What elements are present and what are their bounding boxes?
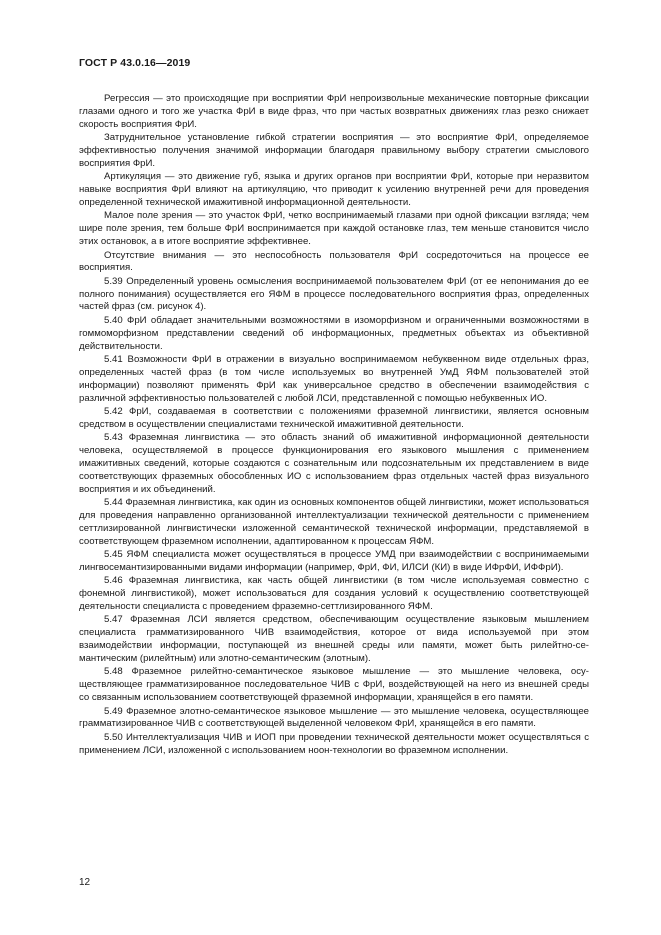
- paragraph: Отсутствие внимания — это неспособность пользователя ФрИ сосредоточиться на процессе ее восприятия.: [79, 249, 589, 274]
- paragraph: Регрессия — это происходящие при восприятии ФрИ непроизвольные механические повторные фиксации глазами одного и того же участка ФрИ в виде фраз, что при частых возвратных движениях глаз резко снижает скорость восприятия ФрИ.: [79, 93, 589, 130]
- paragraph: 5.44 Фраземная лингвистика, как один из основных компонентов общей лингвистики, может использоваться для проведения направленно организованной интеллектуализации технической деятельности с применением сеттлизированной лингвистически изложенной семантической технической информации, представляемой в соответствующем фраземном исполнении, адаптированном к процессам ЯФМ.: [79, 497, 589, 547]
- paragraph: 5.43 Фраземная лингвистика — это область знаний об имажитивной информационной деятельности человека, осуществляемой в процессе функционирования его языкового мышления с применением имажитивных сведений, которые создаются с сознательным или подсознательным их представлением в виде соответствующих фраземных обособленных ИО с использованием фраз отдельных частей фраз визуального восприятия и их объединений.: [79, 432, 589, 495]
- document-body: [79, 93, 589, 758]
- paragraph: Артикуляция — это движение губ, языка и других органов при восприятии ФрИ, которые при неразвитом навыке восприятия ФрИ влияют на артикуляцию, что приводит к усилению внутренней речи для проведения определенной технической имажитивной информационной деятельности.: [79, 171, 589, 208]
- paragraph: 5.47 Фраземная ЛСИ является средством, обеспечивающим осуществление языковым мышлением специалиста грамматизированного ЧИВ взаимодействия, которое от вида используемой при этом взаимодействии информации, поступающей из внешней среды или памяти, может быть рилейтно-семантическим (рилейтным) или элотно-семантическим (элотным).: [79, 614, 589, 664]
- paragraph: 5.40 ФрИ обладает значительными возможностями в изоморфизном и ограниченными возможностями в гоммоморфизном представлении сведений об информационных, предметных объектах из объективной действительности.: [79, 314, 589, 352]
- paragraph: Затруднительное установление гибкой стратегии восприятия — это восприятие ФрИ, определяемое эффективностью получения значимой информации благодаря правильному выбору стратегии смыслового восприятия ФрИ.: [79, 132, 589, 169]
- paragraph: 5.42 ФрИ, создаваемая в соответствии с положениями фраземной лингвистики, является основным средством в осуществлении специалистами технической имажитивной деятельности.: [79, 406, 589, 430]
- paragraph: 5.45 ЯФМ специалиста может осуществляться в процессе УМД при взаимодействии с воспринимаемыми лингвосемантизированными видами информации (например, ФрИ, ФИ, ИЛСИ (КИ) в виде ИФрФИ, ИФФрИ).: [79, 549, 589, 573]
- paragraph: Малое поле зрения — это участок ФрИ, четко воспринимаемый глазами при одной фиксации взгляда; чем шире поле зрения, тем больше ФрИ воспринимается при каждой остановке глаз, тем меньше становится число этих остановок, а в итоге восприятие эффективнее.: [79, 210, 589, 248]
- paragraph: 5.48 Фраземное рилейтно-семантическое языковое мышление — это мышление человека, осуществляющее грамматизированное последовательное ЧИВ с ФрИ, воздействующей на него из внешней среды со связанным использованием соответствующей фраземной информации, хранящейся в его памяти.: [79, 666, 589, 704]
- paragraph: 5.49 Фраземное элотно-семантическое языковое мышление — это мышление человека, осуществляющее грамматизированное ЧИВ с соответствующей выделенной человеком ФрИ, хранящейся в его памяти.: [79, 705, 589, 730]
- paragraph: 5.39 Определенный уровень осмысления воспринимаемой пользователем ФрИ (от ее непонимания до ее полного понимания) осуществляется его ЯФМ в процессе последовательного восприятия фраз, определенных частей фраз (см. рисунок 4).: [79, 275, 589, 313]
- paragraph: 5.50 Интеллектуализация ЧИВ и ИОП при проведении технической деятельности может осуществляться с применением ЛСИ, изложенной с использованием ноон-технологии во фраземном исполнении.: [79, 731, 589, 756]
- page-number: 12: [79, 877, 91, 888]
- paragraph: 5.41 Возможности ФрИ в отражении в визуально воспринимаемом небуквенном виде отдельных фраз, определенных частей фраз (в том числе используемых во внутренней УмД ЯФМ пользователей этой информации) позволяют применять ФрИ как универсальное средство в обеспечении взаимодействия с различной эффективностью пользователей с любой ЛСИ, представленной с помощью небуквенных ИО.: [79, 354, 589, 404]
- document-header: ГОСТ Р 43.0.16—2019: [79, 57, 191, 69]
- paragraph: 5.46 Фраземная лингвистика, как часть общей лингвистики (в том числе используемая совместно с фонемной лингвистикой), может использоваться для создания условий к осуществлению соответствующей деятельности специалиста с проведением фраземно-сеттлизированного ЯФМ.: [79, 575, 589, 613]
